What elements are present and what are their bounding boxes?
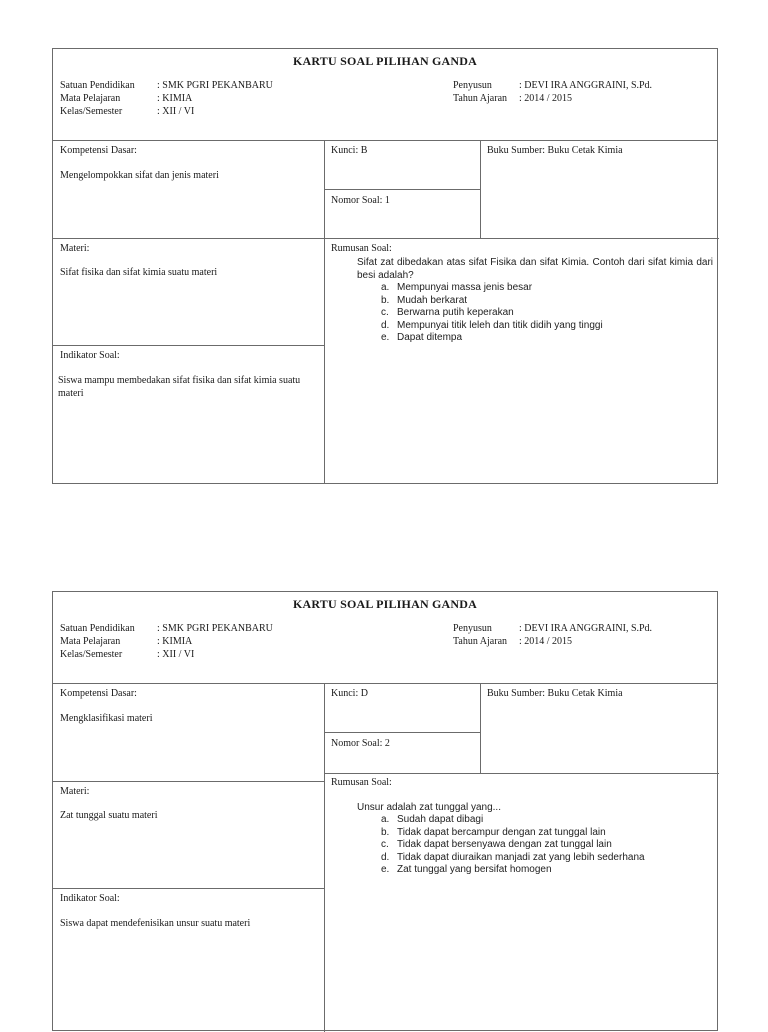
kd-text: Mengelompokkan sifat dan jenis materi	[60, 170, 219, 181]
mapel-value: : KIMIA	[157, 93, 193, 104]
kelas-label: Kelas/Semester	[60, 106, 123, 117]
kunci-cell	[324, 683, 480, 732]
kunci-text: Kunci: D	[331, 688, 368, 699]
nomor-cell	[324, 732, 480, 773]
indikator-cell	[53, 888, 324, 1032]
mapel-value: : KIMIA	[157, 636, 193, 647]
indikator-label: Indikator Soal:	[60, 893, 120, 904]
tahun-value: : 2014 / 2015	[519, 93, 573, 104]
materi-text: Zat tunggal suatu materi	[60, 810, 158, 821]
buku-cell	[480, 683, 719, 773]
indikator-text: Siswa mampu membedakan sifat fisika dan sifat kimia suatu materi	[58, 375, 301, 399]
indikator-text: Siswa dapat mendefenisikan unsur suatu materi	[60, 918, 251, 929]
card-title: KARTU SOAL PILIHAN GANDA	[292, 597, 478, 611]
question-card-1	[52, 48, 718, 484]
option-e: e. Zat tunggal yang bersifat homogen	[381, 864, 552, 875]
penyusun-label: Penyusun	[453, 80, 492, 91]
options-list	[381, 814, 645, 877]
materi-cell	[53, 238, 324, 345]
option-d: d. Mempunyai titik leleh dan titik didih yang tinggi	[381, 319, 603, 331]
option-c: c. Berwarna putih keperakan	[381, 307, 514, 318]
kd-label: Kompetensi Dasar:	[60, 688, 137, 699]
nomor-text: Nomor Soal: 1	[331, 195, 390, 206]
indikator-label: Indikator Soal:	[60, 350, 120, 361]
tahun-label: Tahun Ajaran	[453, 636, 508, 647]
nomor-text: Nomor Soal: 2	[331, 738, 390, 749]
nomor-cell	[324, 189, 480, 238]
card-title: KARTU SOAL PILIHAN GANDA	[292, 54, 478, 68]
penyusun-label: Penyusun	[453, 623, 492, 634]
question-text: Sifat zat dibedakan atas sifat Fisika dan sifat Kimia. Contoh dari sifat kimia dari besi adalah?	[357, 257, 713, 281]
kd-label: Kompetensi Dasar:	[60, 145, 137, 156]
mapel-label: Mata Pelajaran	[60, 93, 121, 104]
option-e: e. Dapat ditempa	[381, 332, 463, 343]
materi-label: Materi:	[60, 786, 90, 797]
option-a: a. Sudah dapat dibagi	[381, 814, 484, 825]
materi-label: Materi:	[60, 243, 90, 254]
option-a: a. Mempunyai massa jenis besar	[381, 282, 533, 293]
kelas-label: Kelas/Semester	[60, 649, 123, 660]
question-text: Unsur adalah zat tunggal yang...	[357, 802, 501, 813]
card-header	[53, 49, 717, 141]
satuan-label: Satuan Pendidikan	[60, 623, 135, 634]
rumusan-label: Rumusan Soal:	[331, 243, 392, 254]
mapel-label: Mata Pelajaran	[60, 636, 121, 647]
option-d: d. Tidak dapat diuraikan manjadi zat yang lebih sederhana	[381, 851, 645, 863]
option-c: c. Tidak dapat bersenyawa dengan zat tunggal lain	[381, 839, 612, 850]
buku-cell	[480, 140, 719, 238]
indikator-cell	[53, 345, 324, 484]
tahun-value: : 2014 / 2015	[519, 636, 573, 647]
options-list	[381, 282, 603, 345]
kelas-value: : XII / VI	[157, 649, 195, 660]
satuan-label: Satuan Pendidikan	[60, 80, 135, 91]
kd-cell	[53, 140, 324, 238]
buku-text: Buku Sumber: Buku Cetak Kimia	[487, 145, 623, 156]
kd-text: Mengklasifikasi materi	[60, 713, 153, 724]
card-header	[53, 592, 717, 684]
tahun-label: Tahun Ajaran	[453, 93, 508, 104]
kelas-value: : XII / VI	[157, 106, 195, 117]
satuan-value: : SMK PGRI PEKANBARU	[157, 80, 273, 91]
penyusun-value: : DEVI IRA ANGGRAINI, S.Pd.	[519, 80, 653, 91]
option-b: b. Mudah berkarat	[381, 294, 468, 306]
rumusan-cell	[324, 238, 719, 484]
kd-cell	[53, 683, 324, 781]
option-b: b. Tidak dapat bercampur dengan zat tunggal lain	[381, 826, 606, 838]
rumusan-cell	[324, 773, 719, 1032]
satuan-value: : SMK PGRI PEKANBARU	[157, 623, 273, 634]
kunci-cell	[324, 140, 480, 189]
kunci-text: Kunci: B	[331, 145, 368, 156]
rumusan-label: Rumusan Soal:	[331, 777, 392, 788]
question-card-2	[52, 591, 718, 1031]
buku-text: Buku Sumber: Buku Cetak Kimia	[487, 688, 623, 699]
penyusun-value: : DEVI IRA ANGGRAINI, S.Pd.	[519, 623, 653, 634]
materi-cell	[53, 781, 324, 888]
materi-text: Sifat fisika dan sifat kimia suatu materi	[60, 267, 218, 278]
